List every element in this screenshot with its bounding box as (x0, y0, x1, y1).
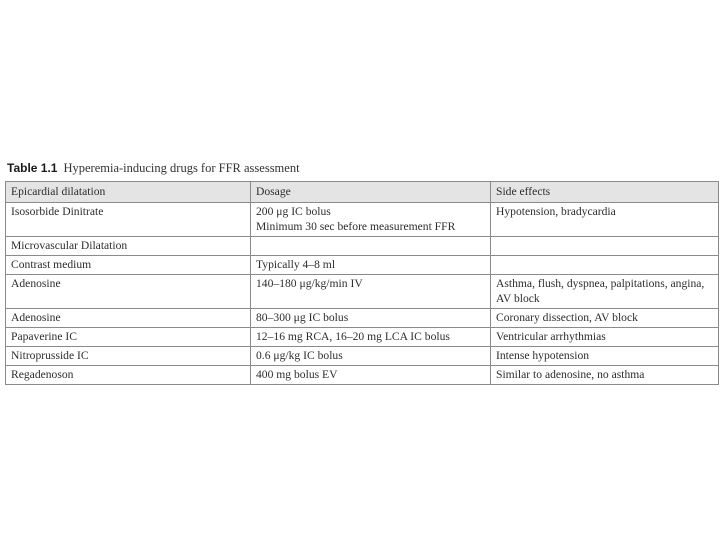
drug-cell: Isosorbide Dinitrate (6, 203, 251, 237)
dosage-cell (251, 275, 491, 309)
side-effects-cell (491, 347, 719, 366)
dosage-cell (251, 203, 491, 237)
drug-cell: Adenosine (6, 309, 251, 328)
header-drug: Epicardial dilatation (6, 182, 251, 203)
header-side-effects: Side effects (491, 182, 719, 203)
dosage-cell (251, 328, 491, 347)
drug-cell: Regadenoson (6, 366, 251, 385)
drug-cell: Nitroprusside IC (6, 347, 251, 366)
header-row (6, 182, 719, 203)
dosage-line: 80–300 μg IC bolus (256, 311, 349, 324)
side-effects-line: Hypotension, bradycardia (496, 205, 616, 218)
table-header (6, 182, 719, 203)
header-dosage: Dosage (251, 182, 491, 203)
dosage-line: 400 mg bolus EV (256, 368, 338, 381)
side-effects-cell (491, 256, 719, 275)
table-title: Hyperemia-inducing drugs for FFR assessment (63, 161, 300, 175)
dosage-cell (251, 309, 491, 328)
dosage-line: Minimum 30 sec before measurement FFR (256, 220, 456, 233)
table-row (6, 328, 719, 347)
drug-table (5, 181, 719, 385)
side-effects-line: AV block (496, 292, 540, 305)
drug-cell: Contrast medium (6, 256, 251, 275)
dosage-line: 140–180 μg/kg/min IV (256, 277, 363, 290)
table-body (6, 203, 719, 385)
table-caption (7, 161, 300, 176)
dosage-line: Typically 4–8 ml (256, 258, 336, 271)
table-row (6, 203, 719, 237)
drug-cell: Adenosine (6, 275, 251, 309)
dosage-cell (251, 237, 491, 256)
dosage-line: 12–16 mg RCA, 16–20 mg LCA IC bolus (256, 330, 450, 343)
side-effects-cell (491, 275, 719, 309)
side-effects-line: Asthma, flush, dyspnea, palpitations, angina, (496, 277, 705, 290)
side-effects-cell (491, 309, 719, 328)
side-effects-line: Ventricular arrhythmias (496, 330, 606, 343)
table-row (6, 366, 719, 385)
dosage-line: 0.6 μg/kg IC bolus (256, 349, 343, 362)
drug-cell: Papaverine IC (6, 328, 251, 347)
side-effects-line: Intense hypotension (496, 349, 590, 362)
side-effects-line: Similar to adenosine, no asthma (496, 368, 645, 381)
dosage-cell (251, 366, 491, 385)
dosage-cell (251, 256, 491, 275)
drug-cell: Microvascular Dilatation (6, 237, 251, 256)
dosage-cell (251, 347, 491, 366)
side-effects-cell (491, 203, 719, 237)
dosage-line: 200 μg IC bolus (256, 205, 331, 218)
side-effects-cell (491, 366, 719, 385)
side-effects-cell (491, 328, 719, 347)
table-row (6, 275, 719, 309)
table-row (6, 347, 719, 366)
table-number: Table 1.1 (7, 161, 58, 175)
table-row (6, 237, 719, 256)
table-row (6, 256, 719, 275)
side-effects-line: Coronary dissection, AV block (496, 311, 638, 324)
table-row (6, 309, 719, 328)
side-effects-cell (491, 237, 719, 256)
